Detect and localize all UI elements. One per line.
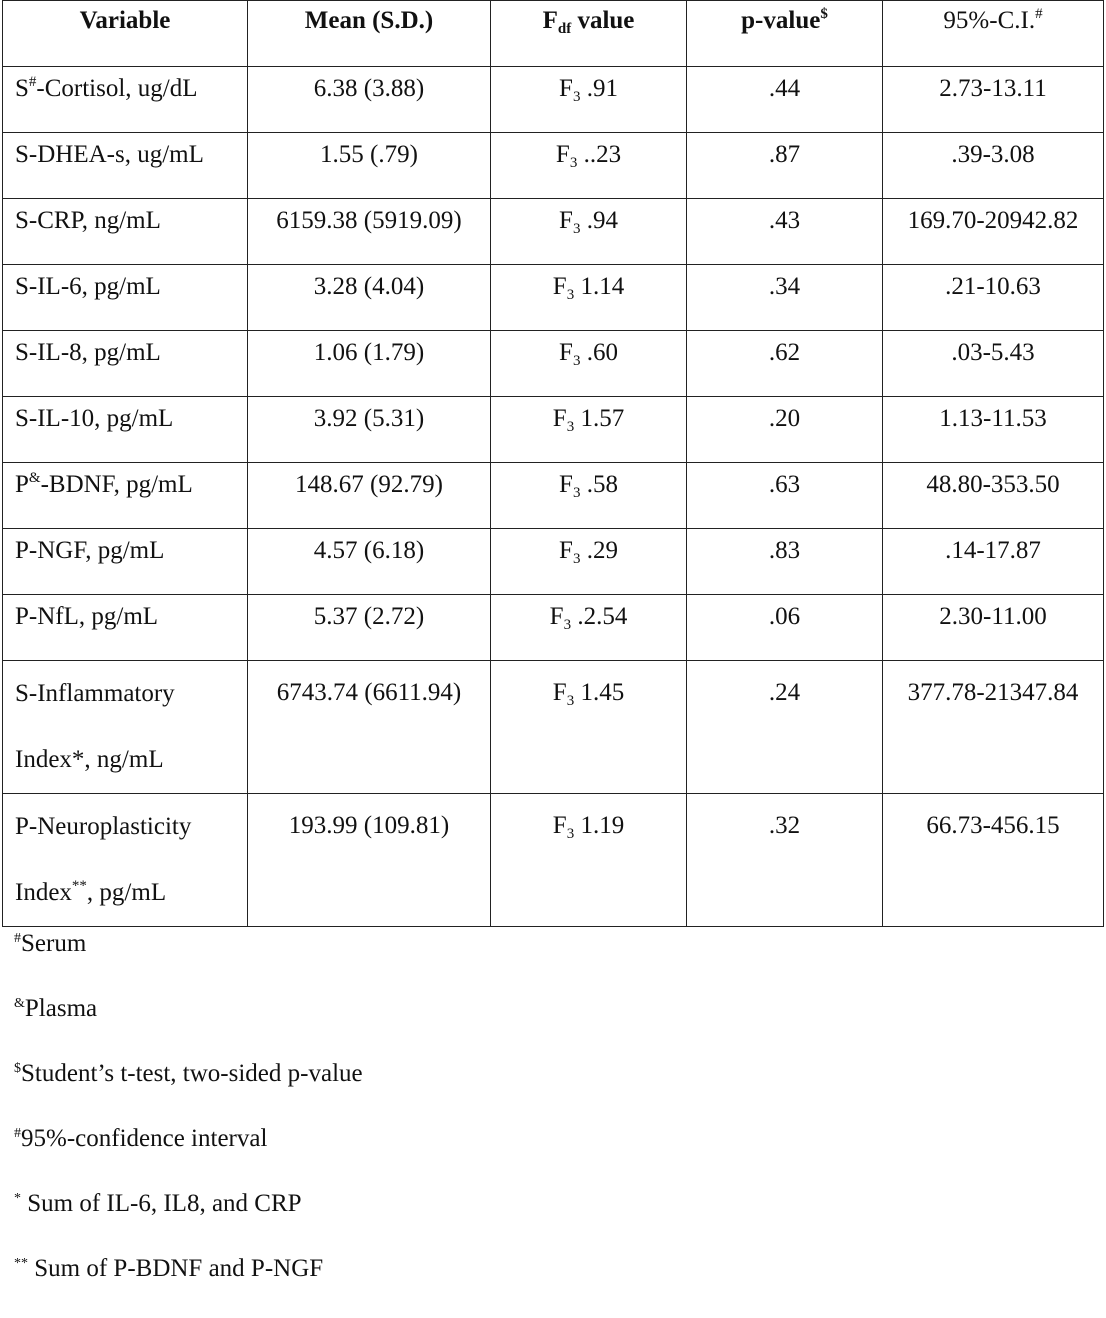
cell-variable: P-NfL, pg/mL <box>3 595 248 661</box>
footnote: #95%-confidence interval <box>14 1125 268 1152</box>
cell-variable: S#-Cortisol, ug/dL <box>3 67 248 133</box>
footnotes <box>14 928 363 1318</box>
header-ci: 95%-C.I.# <box>883 1 1104 67</box>
header-variable: Variable <box>3 1 248 67</box>
cell-variable: S-CRP, ng/mL <box>3 199 248 265</box>
cell-variable: S-Inflammatory Index*, ng/mL <box>3 661 248 794</box>
cell-variable: S-IL-6, pg/mL <box>3 265 248 331</box>
table-row <box>3 661 1104 794</box>
cell-ci: 169.70-20942.82 <box>883 199 1104 265</box>
table-row <box>3 595 1104 661</box>
header-row <box>3 1 1104 67</box>
cell-p-value: .63 <box>687 463 883 529</box>
cell-f-value: $F_3$ 1.19 <box>491 794 687 927</box>
table-row <box>3 67 1104 133</box>
cell-f-value: $F_3$ 1.14 <box>491 265 687 331</box>
cell-ci: 66.73-456.15 <box>883 794 1104 927</box>
cell-p-value: .24 <box>687 661 883 794</box>
cell-f-value: $F_3$ 1.57 <box>491 397 687 463</box>
cell-mean: 5.37 (2.72) <box>248 595 491 661</box>
cell-p-value: .62 <box>687 331 883 397</box>
cell-mean: 1.06 (1.79) <box>248 331 491 397</box>
cell-variable: P&-BDNF, pg/mL <box>3 463 248 529</box>
table-row <box>3 794 1104 927</box>
cell-mean: 3.28 (4.04) <box>248 265 491 331</box>
results-table <box>2 0 1104 927</box>
footnote: &Plasma <box>14 995 98 1022</box>
footnote: * Sum of IL-6, IL8, and CRP <box>14 1190 302 1217</box>
cell-ci: .21-10.63 <box>883 265 1104 331</box>
footnote: ** Sum of P-BDNF and P-NGF <box>14 1255 324 1282</box>
cell-ci: 2.30-11.00 <box>883 595 1104 661</box>
cell-f-value: $F_3$ .94 <box>491 199 687 265</box>
footnote: $Student’s t-test, two-sided p-value <box>14 1060 363 1087</box>
cell-variable: S-DHEA-s, ug/mL <box>3 133 248 199</box>
cell-mean: 6.38 (3.88) <box>248 67 491 133</box>
table-row <box>3 529 1104 595</box>
footnote: #Serum <box>14 930 87 957</box>
cell-f-value: $F_3$ .58 <box>491 463 687 529</box>
table-row <box>3 397 1104 463</box>
table-row <box>3 331 1104 397</box>
table-row <box>3 463 1104 529</box>
cell-p-value: .83 <box>687 529 883 595</box>
header-mean: Mean (S.D.) <box>248 1 491 67</box>
cell-f-value: $F_3$ .2.54 <box>491 595 687 661</box>
header-p-value: p-value$ <box>687 1 883 67</box>
cell-ci: .03-5.43 <box>883 331 1104 397</box>
cell-mean: 3.92 (5.31) <box>248 397 491 463</box>
cell-p-value: .43 <box>687 199 883 265</box>
cell-mean: 4.57 (6.18) <box>248 529 491 595</box>
cell-ci: 1.13-11.53 <box>883 397 1104 463</box>
cell-variable: P-Neuroplasticity Index**, pg/mL <box>3 794 248 927</box>
header-f-value: $F_{df}$ value <box>491 1 687 67</box>
table-row <box>3 133 1104 199</box>
cell-ci: 377.78-21347.84 <box>883 661 1104 794</box>
cell-ci: .14-17.87 <box>883 529 1104 595</box>
cell-variable: S-IL-10, pg/mL <box>3 397 248 463</box>
cell-ci: 48.80-353.50 <box>883 463 1104 529</box>
cell-variable: S-IL-8, pg/mL <box>3 331 248 397</box>
cell-mean: 1.55 (.79) <box>248 133 491 199</box>
cell-f-value: $F_3$ ..23 <box>491 133 687 199</box>
cell-mean: 6159.38 (5919.09) <box>248 199 491 265</box>
cell-mean: 148.67 (92.79) <box>248 463 491 529</box>
cell-p-value: .44 <box>687 67 883 133</box>
cell-f-value: $F_3$ .60 <box>491 331 687 397</box>
cell-mean: 6743.74 (6611.94) <box>248 661 491 794</box>
cell-p-value: .32 <box>687 794 883 927</box>
cell-f-value: $F_3$ 1.45 <box>491 661 687 794</box>
cell-mean: 193.99 (109.81) <box>248 794 491 927</box>
cell-p-value: .87 <box>687 133 883 199</box>
cell-variable: P-NGF, pg/mL <box>3 529 248 595</box>
cell-p-value: .06 <box>687 595 883 661</box>
cell-p-value: .20 <box>687 397 883 463</box>
cell-ci: .39-3.08 <box>883 133 1104 199</box>
table-row <box>3 265 1104 331</box>
cell-p-value: .34 <box>687 265 883 331</box>
cell-f-value: $F_3$ .29 <box>491 529 687 595</box>
cell-f-value: $F_3$ .91 <box>491 67 687 133</box>
cell-ci: 2.73-13.11 <box>883 67 1104 133</box>
table-row <box>3 199 1104 265</box>
